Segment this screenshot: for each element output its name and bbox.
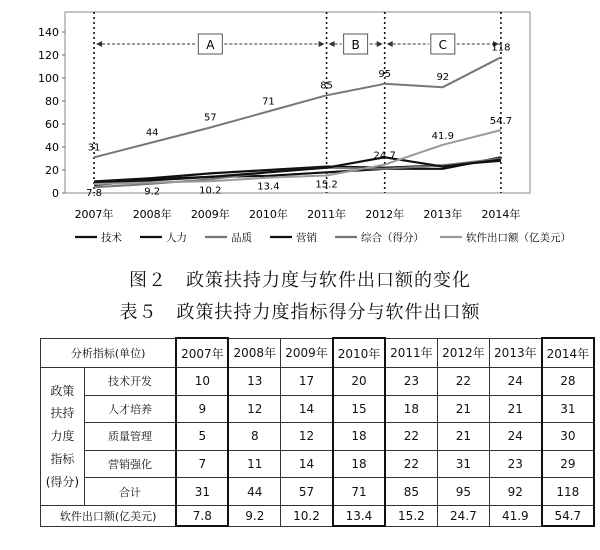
x-tick-label: 2008年 — [132, 208, 172, 221]
value-cell: 7 — [176, 450, 228, 478]
x-tick-label: 2013年 — [423, 208, 463, 221]
table-row — [41, 395, 595, 423]
value-cell: 22 — [385, 450, 437, 478]
value-cell: 24 — [489, 368, 541, 396]
period-arrowhead — [387, 41, 393, 47]
table-row — [41, 478, 595, 506]
data-label: 85 — [320, 80, 333, 92]
legend-label: 综合（得分） — [361, 232, 424, 244]
data-label: 92 — [436, 72, 450, 84]
export-value-cell: 15.2 — [385, 506, 437, 526]
y-tick-label: 100 — [38, 72, 59, 85]
value-cell: 28 — [542, 368, 594, 396]
y-tick-label: 40 — [45, 141, 59, 154]
export-label-cell: 软件出口额(亿美元) — [41, 506, 177, 526]
period-arrowhead — [377, 41, 383, 47]
y-tick-label: 20 — [45, 164, 59, 177]
data-label: 10.2 — [199, 185, 222, 197]
value-cell: 5 — [176, 423, 228, 451]
data-label: 31 — [87, 142, 101, 154]
value-cell: 118 — [542, 478, 594, 506]
table-caption: 表５ 政策扶持力度指标得分与软件出口额 — [119, 302, 481, 323]
y-tick-label: 60 — [45, 118, 59, 131]
data-table — [40, 337, 595, 527]
data-label: 7.8 — [86, 188, 103, 200]
data-table-container — [40, 337, 595, 527]
y-tick-label: 140 — [38, 26, 59, 39]
period-label: C — [438, 38, 448, 52]
value-cell: 71 — [333, 478, 385, 506]
x-tick-label: 2014年 — [481, 208, 521, 221]
value-cell: 18 — [333, 423, 385, 451]
data-label: 41.9 — [431, 130, 454, 142]
table-row — [41, 450, 595, 478]
header-label-cell: 分析指标(单位) — [41, 338, 177, 368]
value-cell: 22 — [385, 423, 437, 451]
value-cell: 20 — [333, 368, 385, 396]
value-cell: 30 — [542, 423, 594, 451]
value-cell: 21 — [437, 395, 489, 423]
table-row — [41, 423, 595, 451]
value-cell: 92 — [489, 478, 541, 506]
legend-label: 软件出口额（亿美元） — [466, 232, 571, 244]
value-cell: 31 — [437, 450, 489, 478]
x-tick-label: 2009年 — [190, 208, 230, 221]
group-label-line: (得分) — [45, 474, 80, 489]
value-cell: 17 — [281, 368, 333, 396]
data-label: 9.2 — [144, 186, 161, 198]
line-chart — [0, 0, 600, 260]
legend-label: 营销 — [296, 232, 317, 244]
value-cell: 31 — [176, 478, 228, 506]
y-tick-label: 80 — [45, 95, 59, 108]
group-label-line: 扶持 — [50, 406, 75, 421]
data-label: 118 — [491, 42, 511, 54]
value-cell: 18 — [333, 450, 385, 478]
data-label: 71 — [262, 96, 275, 108]
value-cell: 23 — [489, 450, 541, 478]
data-label: 54.7 — [489, 116, 513, 128]
value-cell: 10 — [176, 368, 228, 396]
value-cell: 12 — [281, 423, 333, 451]
value-cell: 21 — [489, 395, 541, 423]
value-cell: 44 — [228, 478, 280, 506]
group-label-line: 力度 — [50, 429, 75, 444]
year-header-cell: 2012年 — [437, 338, 489, 368]
group-label-line: 政策 — [50, 383, 75, 398]
period-arrowhead — [319, 41, 325, 47]
export-value-cell: 24.7 — [437, 506, 489, 526]
year-header-cell: 2013年 — [489, 338, 541, 368]
export-value-cell: 41.9 — [489, 506, 541, 526]
export-value-cell: 7.8 — [176, 506, 228, 526]
y-tick-label: 0 — [52, 187, 59, 200]
value-cell: 31 — [542, 395, 594, 423]
year-header-cell: 2009年 — [281, 338, 333, 368]
x-tick-label: 2007年 — [74, 208, 114, 221]
legend-label: 技术 — [101, 232, 122, 244]
value-cell: 18 — [385, 395, 437, 423]
export-value-cell: 13.4 — [333, 506, 385, 526]
y-tick-label: 120 — [38, 49, 59, 62]
data-label: 15.2 — [315, 179, 338, 191]
export-value-cell: 54.7 — [542, 506, 594, 526]
value-cell: 23 — [385, 368, 437, 396]
value-cell: 22 — [437, 368, 489, 396]
legend-label: 人力 — [166, 232, 187, 244]
export-row — [41, 506, 595, 526]
period-arrowhead — [96, 41, 102, 47]
year-header-cell: 2011年 — [385, 338, 437, 368]
year-header-cell: 2007年 — [176, 338, 228, 368]
data-label: 57 — [203, 112, 217, 124]
value-cell: 24 — [489, 423, 541, 451]
legend-label: 品质 — [231, 232, 252, 244]
row-label-cell: 营销强化 — [84, 450, 176, 478]
value-cell: 95 — [437, 478, 489, 506]
row-label-cell: 技术开发 — [84, 368, 176, 396]
row-label-cell: 合计 — [84, 478, 176, 506]
export-value-cell: 9.2 — [228, 506, 280, 526]
value-cell: 57 — [281, 478, 333, 506]
value-cell: 9 — [176, 395, 228, 423]
figure-caption: 图２ 政策扶持力度与软件出口额的变化 — [129, 270, 471, 291]
year-header-cell: 2014年 — [542, 338, 594, 368]
export-value-cell: 10.2 — [281, 506, 333, 526]
x-tick-label: 2011年 — [307, 208, 347, 221]
group-label-cell — [41, 368, 85, 506]
data-label: 24.7 — [373, 150, 396, 162]
year-header-cell: 2008年 — [228, 338, 280, 368]
data-label: 44 — [145, 127, 159, 139]
value-cell: 15 — [333, 395, 385, 423]
value-cell: 12 — [228, 395, 280, 423]
x-tick-label: 2010年 — [248, 208, 288, 221]
year-header-cell: 2010年 — [333, 338, 385, 368]
period-label: A — [206, 38, 215, 52]
period-arrowhead — [329, 41, 335, 47]
group-label-line: 指标 — [50, 451, 75, 466]
value-cell: 14 — [281, 395, 333, 423]
value-cell: 14 — [281, 450, 333, 478]
data-label: 95 — [378, 68, 392, 80]
table-row — [41, 368, 595, 396]
value-cell: 85 — [385, 478, 437, 506]
x-tick-label: 2012年 — [365, 208, 405, 221]
value-cell: 29 — [542, 450, 594, 478]
row-label-cell: 质量管理 — [84, 423, 176, 451]
period-label: B — [351, 38, 360, 52]
value-cell: 8 — [228, 423, 280, 451]
value-cell: 11 — [228, 450, 280, 478]
series-line — [94, 157, 501, 185]
table-header-row — [41, 338, 595, 368]
value-cell: 13 — [228, 368, 280, 396]
data-label: 13.4 — [257, 181, 280, 193]
row-label-cell: 人才培养 — [84, 395, 176, 423]
value-cell: 21 — [437, 423, 489, 451]
